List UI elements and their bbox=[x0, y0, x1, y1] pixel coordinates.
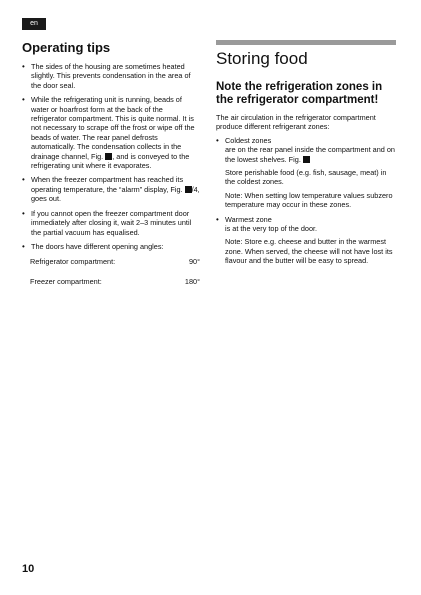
storing-food-heading: Storing food bbox=[216, 49, 308, 68]
zone-coldest-desc: are on the rear panel inside the compartment and on the lowest shelves. Fig. bbox=[225, 145, 395, 164]
angle-label: Freezer compartment: bbox=[30, 276, 102, 286]
angle-row-refrigerator bbox=[22, 257, 200, 266]
zone-warmest-note: Note: Store e.g. cheese and butter in the warmest zone. When served, the cheese will not have lost its flavour and the butter will be easy to spread. bbox=[225, 237, 393, 266]
tip-opening-angles bbox=[22, 242, 200, 251]
refrigeration-zones-subheading: Note the refrigeration zones in the refrigerator compartment! bbox=[216, 81, 383, 106]
zones-list bbox=[216, 136, 396, 266]
tip-alarm bbox=[22, 175, 200, 203]
zone-coldest-store: Store perishable food (e.g. fish, sausage, meat) in the coldest zones. bbox=[225, 168, 387, 187]
zones-intro: The air circulation in the refrigerator compartment produce different refrigerant zones: bbox=[216, 113, 376, 132]
tip-housing-sides bbox=[22, 62, 200, 90]
tip-hoarfrost bbox=[22, 95, 200, 170]
angle-value: 180° bbox=[184, 276, 200, 286]
figure-ref-icon bbox=[185, 186, 192, 193]
figure-ref-icon bbox=[303, 156, 310, 163]
angle-label: Refrigerator compartment: bbox=[30, 257, 116, 267]
zone-warmest bbox=[216, 215, 396, 266]
tip-alarm-text: When the freezer compartment has reached its operating temperature, the “alarm” display, Fig. bbox=[31, 175, 184, 194]
storing-food-column bbox=[216, 40, 396, 271]
zone-coldest bbox=[216, 136, 396, 210]
operating-tips-column bbox=[22, 40, 200, 296]
zone-coldest-title: • Coldest zones bbox=[225, 135, 272, 145]
zone-coldest-note: Note: When setting low temperature values subzero temperature may occur in these zones. bbox=[225, 190, 393, 210]
tip-alarm-tail: /4, goes out. bbox=[31, 184, 200, 204]
zone-warmest-desc: is at the very top of the door. bbox=[225, 224, 318, 234]
tip-vacuum-text: If you cannot open the freezer compartment door immediately after closing it, wait 2–3 minutes until the partial vacuum has equalised. bbox=[31, 208, 192, 237]
tip-hoarfrost-text: While the refrigerating unit is running, beads of water or hoarfrost form at the back of the refrigerator compartment. This is quite normal. It is not necessary to scrape off the frost or wipe off the beads of water. The rear panel defrosts automatically. The condensation collects in the drainage channel, Fig. bbox=[31, 95, 195, 161]
language-tag: en bbox=[22, 18, 46, 30]
operating-tips-list bbox=[22, 62, 200, 251]
page-number: 10 bbox=[22, 563, 35, 575]
tip-hoarfrost-tail: , and is conveyed to the refrigerating unit where it evaporates. bbox=[31, 151, 190, 171]
section-rule bbox=[216, 40, 396, 45]
zone-warmest-title: • Warmest zone bbox=[225, 214, 272, 224]
tip-opening-angles-text: The doors have different opening angles: bbox=[31, 241, 164, 251]
tip-vacuum bbox=[22, 209, 200, 237]
operating-tips-heading: Operating tips bbox=[22, 40, 111, 55]
angle-row-freezer bbox=[22, 277, 200, 286]
angle-value: 90° bbox=[188, 257, 200, 267]
tip-housing-sides-text: The sides of the housing are sometimes heated slightly. This prevents condensation in the area of the door seal. bbox=[31, 62, 191, 90]
